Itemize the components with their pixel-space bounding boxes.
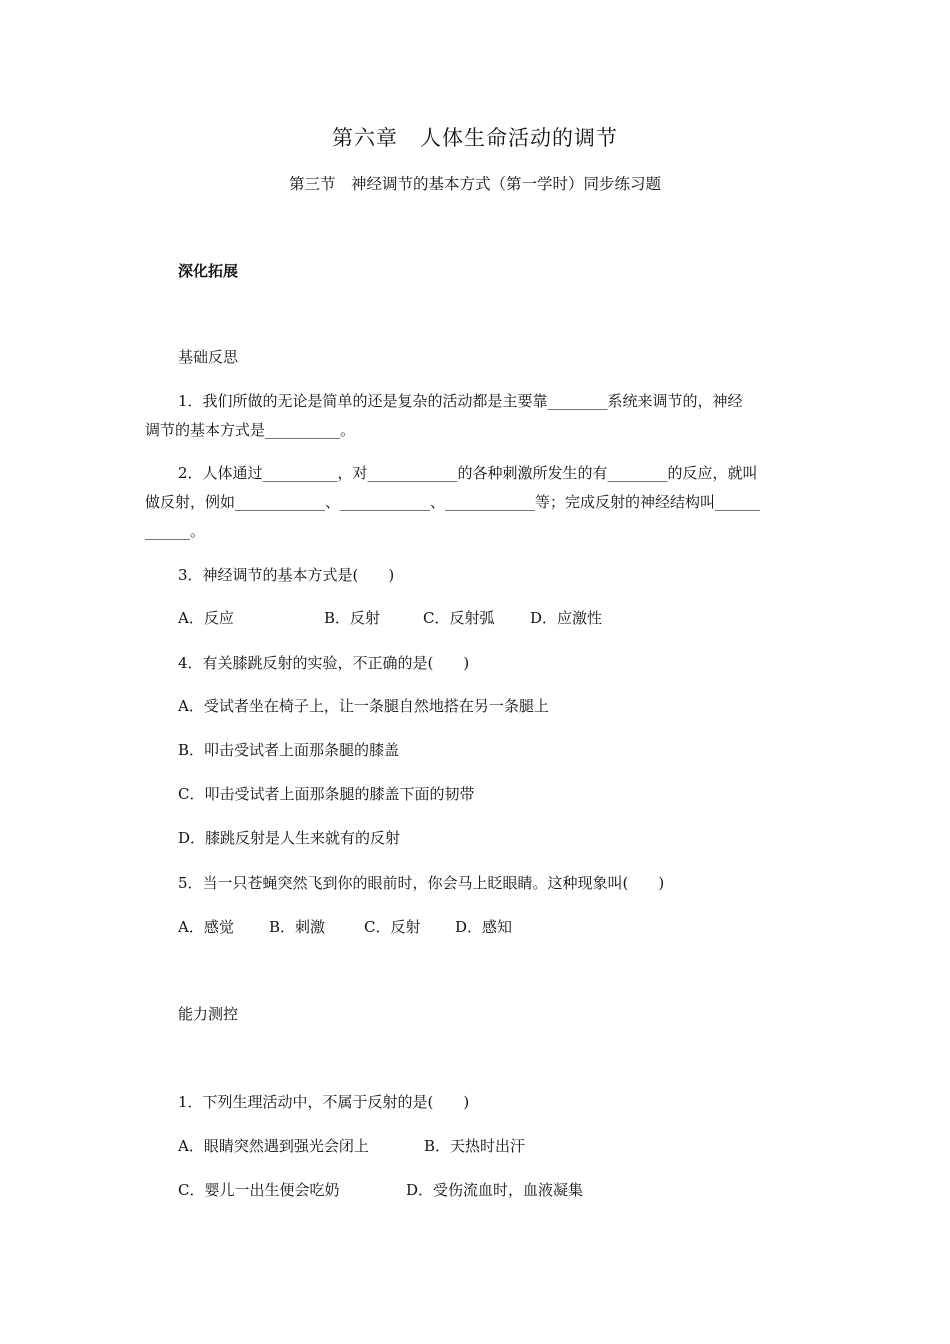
option-c: C．婴儿一出生便会吃奶	[178, 1181, 340, 1199]
question-4-option-c: C．叩击受试者上面那条腿的膝盖下面的韧带	[178, 785, 475, 803]
option-a: A．反应	[178, 609, 234, 627]
section-subtitle: 第三节 神经调节的基本方式（第一学时）同步练习题	[288, 175, 661, 193]
option-b: B．天热时出汗	[424, 1137, 526, 1155]
question-1-line-2: 调节的基本方式是__________。	[145, 421, 356, 439]
ability-question-1-options-row-1	[178, 1135, 525, 1156]
option-a: A．感觉	[178, 918, 234, 936]
question-2-line-2: 做反射，例如____________、____________、____________等；完成反射的神经结构叫______	[145, 493, 761, 511]
option-c: C．反射弧	[423, 609, 495, 627]
chapter-title: 第六章 人体生命活动的调节	[332, 126, 618, 150]
question-5-options	[178, 916, 512, 937]
basic-reflection-heading: 基础反思	[178, 348, 239, 366]
question-2-line-3: ______。	[145, 522, 206, 540]
question-5-stem: 5．当一只苍蝇突然飞到你的眼前时，你会马上眨眼睛。这种现象叫( )	[178, 874, 665, 892]
option-c: C．反射	[364, 918, 421, 936]
question-4-stem: 4．有关膝跳反射的实验，不正确的是( )	[178, 654, 470, 672]
option-b: B．刺激	[269, 918, 326, 936]
option-d: D．应激性	[530, 609, 603, 627]
question-4-option-a: A．受试者坐在椅子上，让一条腿自然地搭在另一条腿上	[178, 697, 549, 715]
option-d: D．感知	[455, 918, 513, 936]
option-b: B．反射	[324, 609, 381, 627]
ability-question-1-options-row-2	[178, 1179, 583, 1200]
ability-question-1-stem: 1．下列生理活动中，不属于反射的是( )	[178, 1093, 470, 1111]
question-2-line-1: 2．人体通过__________，对____________的各种刺激所发生的有________的反应，就叫	[178, 464, 758, 482]
deep-extension-heading: 深化拓展	[178, 262, 239, 280]
ability-test-heading: 能力测控	[178, 1005, 239, 1023]
option-a: A．眼睛突然遇到强光会闭上	[178, 1137, 369, 1155]
question-1-line-1: 1．我们所做的无论是简单的还是复杂的活动都是主要靠________系统来调节的，神经	[178, 392, 743, 410]
question-3-options	[178, 607, 602, 628]
option-d: D．受伤流血时，血液凝集	[406, 1181, 584, 1199]
question-4-option-b: B．叩击受试者上面那条腿的膝盖	[178, 741, 400, 759]
question-4-option-d: D．膝跳反射是人生来就有的反射	[178, 829, 401, 847]
question-3-stem: 3．神经调节的基本方式是( )	[178, 566, 395, 584]
